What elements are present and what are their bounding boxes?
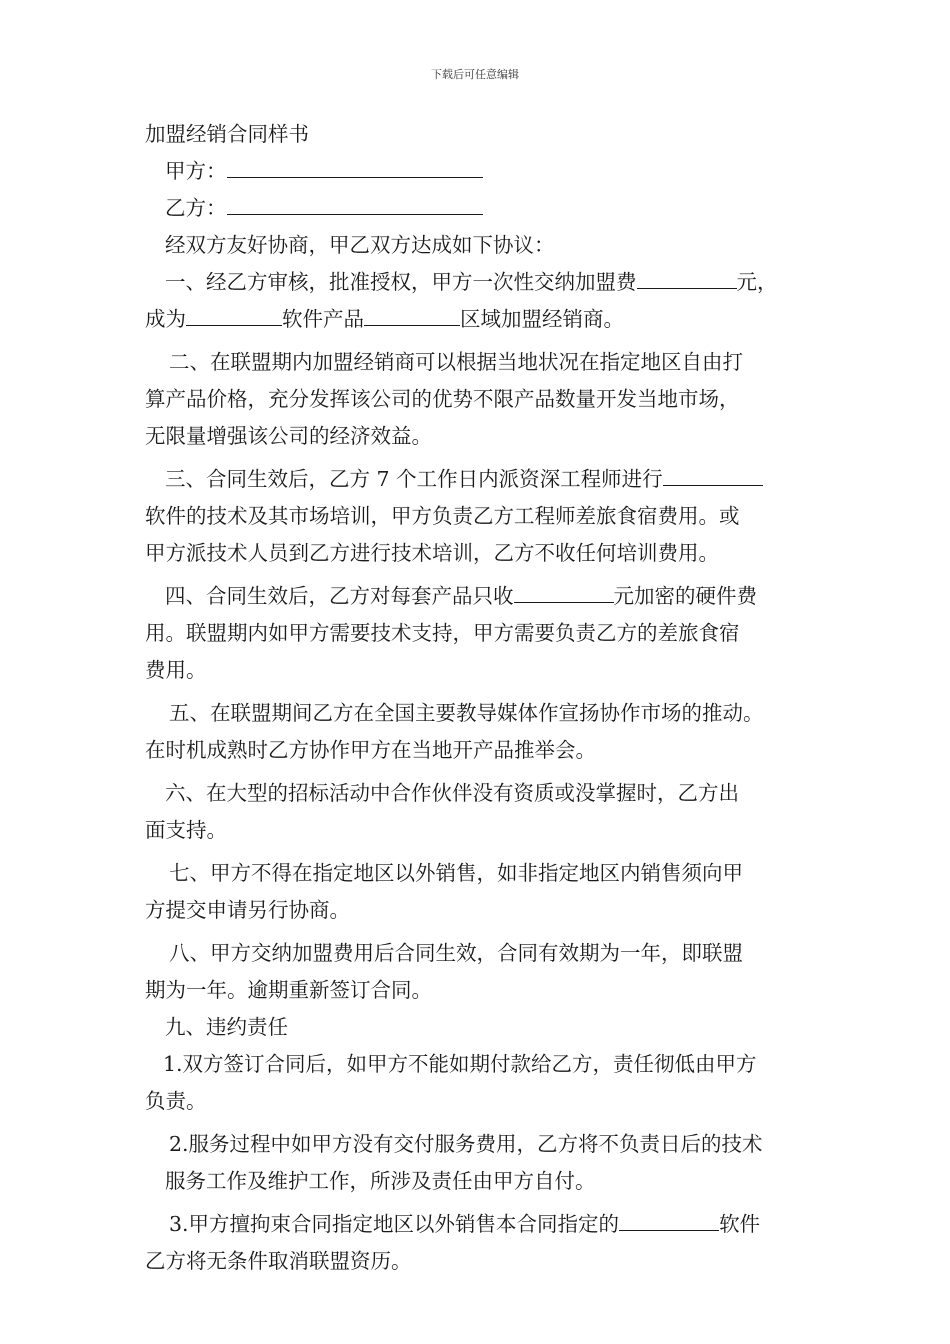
sub-3-line-1	[145, 1206, 835, 1243]
clause-4-tail: 元加密的硬件费	[613, 584, 757, 608]
sub-1-line-1: 1.双方签订合同后，如甲方不能如期付款给乙方，责任彻低由甲方	[163, 1052, 757, 1076]
software-blank[interactable]	[186, 303, 282, 326]
party-b-line	[145, 190, 835, 227]
clause-2-line-2: 算产品价格，充分发挥该公司的优势不限产品数量开发当地市场，	[145, 387, 740, 411]
clause-1-end: 区域加盟经销商。	[460, 307, 624, 331]
party-a-line	[145, 153, 835, 190]
clause-4-line-3: 费用。	[145, 658, 207, 682]
clause-2-line-3: 无限量增强该公司的经济效益。	[145, 424, 432, 448]
clause-1-line-1	[145, 264, 835, 301]
sub-3-line-2: 乙方将无条件取消联盟资历。	[145, 1249, 412, 1273]
document-body	[145, 116, 835, 1280]
clause-2-line-1: 二、在联盟期内加盟经销商可以根据当地状况在指定地区自由打	[169, 350, 743, 374]
clause-3-text: 三、合同生效后，乙方 7 个工作日内派资深工程师进行	[165, 467, 663, 491]
clause-4-text: 四、合同生效后，乙方对每套产品只收	[165, 584, 514, 608]
sub-1-line-2: 负责。	[145, 1089, 207, 1113]
party-b-label: 乙方：	[165, 196, 227, 220]
clause-1-text: 一、经乙方审核，批准授权，甲方一次性交纳加盟费	[165, 270, 637, 294]
clause-4-line-1	[145, 578, 835, 615]
training-software-blank[interactable]	[663, 463, 763, 486]
intro-line: 经双方友好协商，甲乙双方达成如下协议：	[165, 233, 555, 257]
party-b-blank[interactable]	[227, 192, 483, 215]
clause-5-line-1: 五、在联盟期间乙方在全国主要教导媒体作宣扬协作市场的推动。	[169, 701, 764, 725]
sub-3-text: 3.甲方擅拘束合同指定地区以外销售本合同指定的	[169, 1212, 620, 1236]
sub-2-line-1: 2.服务过程中如甲方没有交付服务费用，乙方将不负责日后的技术	[169, 1132, 763, 1156]
region-blank[interactable]	[364, 303, 460, 326]
clause-7-line-1: 七、甲方不得在指定地区以外销售，如非指定地区内销售须向甲	[169, 861, 743, 885]
clause-1-product: 软件产品	[282, 307, 364, 331]
clause-5-line-2: 在时机成熟时乙方协作甲方在当地开产品推举会。	[145, 738, 596, 762]
hardware-fee-blank[interactable]	[514, 580, 614, 603]
sub-3-tail: 软件	[719, 1212, 761, 1236]
clause-9-title: 九、违约责任	[165, 1015, 288, 1039]
document-title: 加盟经销合同样书	[145, 122, 309, 146]
clause-7-line-2: 方提交申请另行协商。	[145, 898, 350, 922]
header-note: 下载后可任意编辑	[431, 68, 519, 81]
clause-3-line-3: 甲方派技术人员到乙方进行技术培训，乙方不收任何培训费用。	[145, 541, 719, 565]
clause-3-line-2: 软件的技术及其市场培训，甲方负责乙方工程师差旅食宿费用。或	[145, 504, 740, 528]
party-a-label: 甲方：	[165, 159, 227, 183]
party-a-blank[interactable]	[227, 155, 483, 178]
clause-8-line-1: 八、甲方交纳加盟费用后合同生效，合同有效期为一年，即联盟	[169, 941, 743, 965]
clause-4-line-2: 用。联盟期内如甲方需要技术支持，甲方需要负责乙方的差旅食宿	[145, 621, 740, 645]
clause-1-become: 成为	[145, 307, 186, 331]
fee-blank[interactable]	[637, 266, 737, 289]
clause-6-line-1: 六、在大型的招标活动中合作伙伴没有资质或没掌握时，乙方出	[165, 781, 739, 805]
restricted-software-blank[interactable]	[619, 1208, 719, 1231]
clause-3-line-1	[145, 461, 835, 498]
sub-2-line-2: 服务工作及维护工作，所涉及责任由甲方自付。	[165, 1169, 596, 1193]
clause-1-unit: 元，	[736, 270, 778, 294]
clause-6-line-2: 面支持。	[145, 818, 227, 842]
clause-8-line-2: 期为一年。逾期重新签订合同。	[145, 978, 432, 1002]
clause-1-line-2	[145, 301, 835, 338]
